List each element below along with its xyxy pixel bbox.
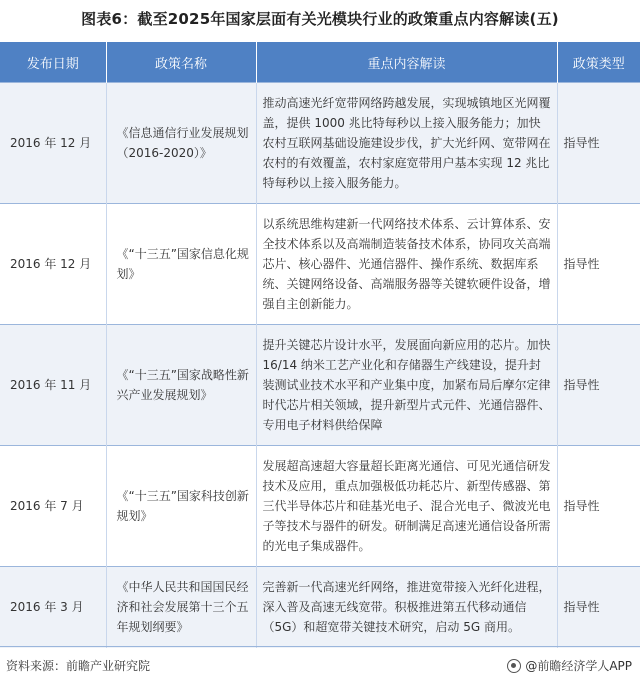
row-key-content: 以系统思维构建新一代网络技术体系、云计算体系、安全技术体系以及高端制造装备技术体系，协同攻关高端芯片、核心器件、光通信器件、操作系统、数据库系统、关键网络设备、高端服务器等关键软硬件设备，增强自主创新能力。 [256, 204, 557, 325]
source-note: 资料来源：前瞻产业研究院 [6, 659, 151, 673]
footer [0, 657, 640, 677]
policy-table [0, 42, 640, 648]
row-policy-type: 指导性 [557, 204, 640, 325]
row-policy-name: 《中华人民共和国国民经济和社会发展第十三个五年规划纲要》 [106, 567, 256, 648]
row-policy-name: 《“十三五”国家科技创新规划》 [106, 446, 256, 567]
brand-credit-label: @前瞻经济学人APP [525, 659, 632, 673]
table-header-row [0, 42, 640, 83]
row-policy-type: 指导性 [557, 325, 640, 446]
row-policy-name: 《信息通信行业发展规划（2016-2020）》 [106, 83, 256, 204]
row-policy-type: 指导性 [557, 446, 640, 567]
column-header-policy-type: 政策类型 [557, 42, 640, 83]
table-bottom-border [0, 646, 640, 647]
column-header-policy-name: 政策名称 [106, 42, 256, 83]
column-header-key-content: 重点内容解读 [256, 42, 557, 83]
table-row [0, 567, 640, 648]
row-key-content: 完善新一代高速光纤网络，推进宽带接入光纤化进程，深入普及高速无线宽带。积极推进第五代移动通信（5G）和超宽带关键技术研究，启动 5G 商用。 [256, 567, 557, 648]
page-title: 图表6：截至2025年国家层面有关光模块行业的政策重点内容解读(五) [81, 10, 559, 28]
row-date: 2016 年 12 月 [0, 83, 106, 204]
table-row [0, 446, 640, 567]
row-date: 2016 年 3 月 [0, 567, 106, 648]
column-header-date: 发布日期 [0, 42, 106, 83]
row-policy-type: 指导性 [557, 83, 640, 204]
table-row [0, 204, 640, 325]
row-policy-name: 《“十三五”国家信息化规划》 [106, 204, 256, 325]
row-date: 2016 年 7 月 [0, 446, 106, 567]
row-date: 2016 年 11 月 [0, 325, 106, 446]
qianzhan-logo-icon [507, 659, 521, 673]
row-key-content: 提升关键芯片设计水平，发展面向新应用的芯片。加快 16/14 纳米工艺产业化和存储器生产线建设，提升封装测试业技术水平和产业集中度，加紧布局后摩尔定律时代芯片相关领域，提升新型片式元件、光通信器件、专用电子材料供给保障 [256, 325, 557, 446]
row-date: 2016 年 12 月 [0, 204, 106, 325]
row-policy-name: 《“十三五”国家战略性新兴产业发展规划》 [106, 325, 256, 446]
table-row [0, 83, 640, 204]
table-row [0, 325, 640, 446]
brand-credit [507, 657, 632, 674]
row-policy-type: 指导性 [557, 567, 640, 648]
row-key-content: 发展超高速超大容量超长距离光通信、可见光通信研发技术及应用，重点加强极低功耗芯片、新型传感器、第三代半导体芯片和硅基光电子、混合光电子、微波光电子等技术与器件的研发。研制满足高速光通信设备所需的光电子集成器件。 [256, 446, 557, 567]
row-key-content: 推动高速光纤宽带网络跨越发展，实现城镇地区光网覆盖，提供 1000 兆比特每秒以上接入服务能力；加快农村互联网基础设施建设步伐，扩大光纤网、宽带网在农村的有效覆盖，农村家庭宽带用户基本实现 12 兆比特每秒以上接入服务能力。 [256, 83, 557, 204]
